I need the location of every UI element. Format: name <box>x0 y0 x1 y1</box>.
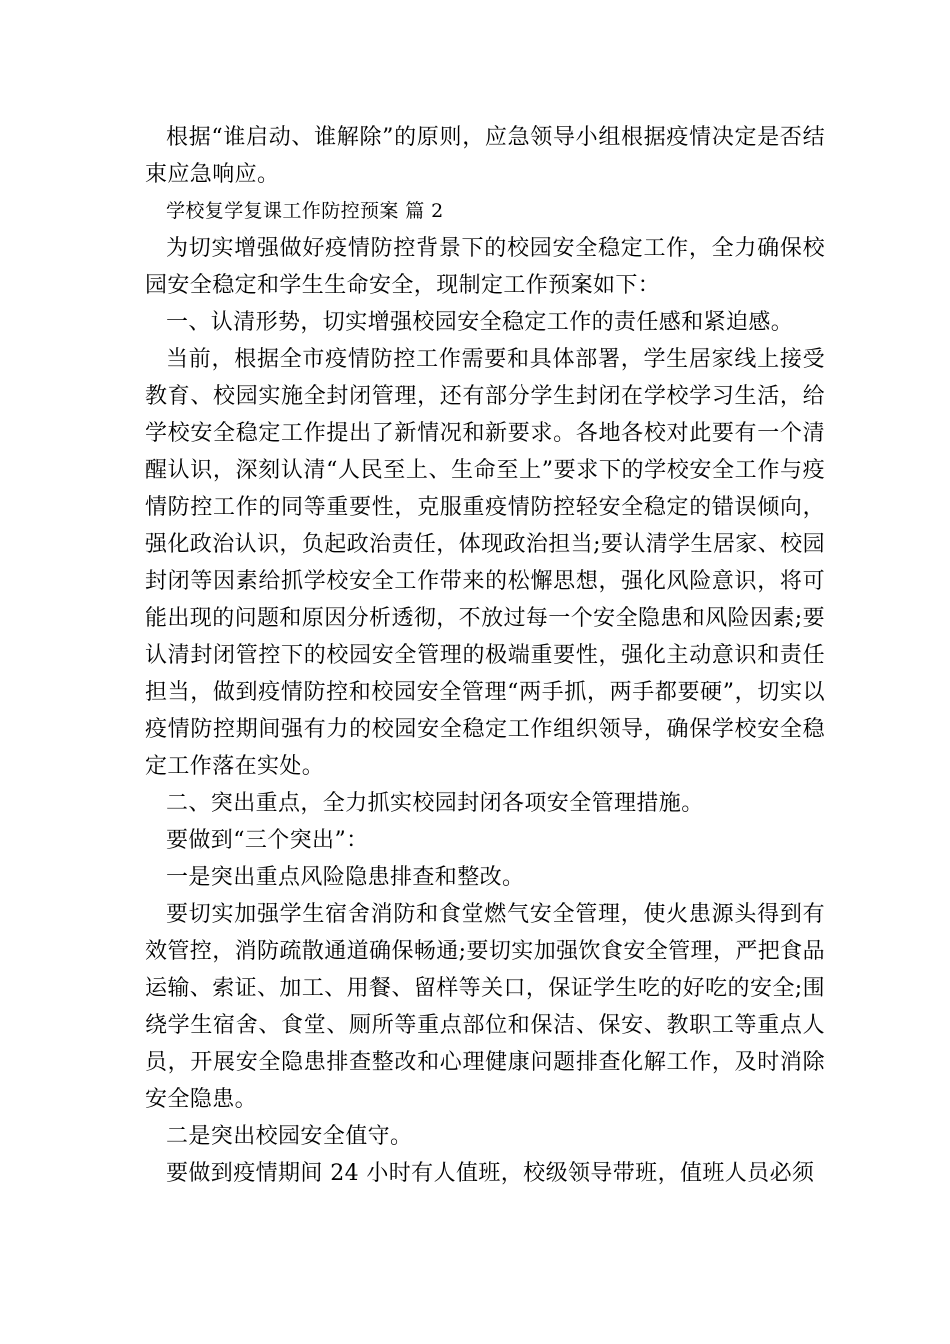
paragraph-risk-details: 要切实加强学生宿舍消防和食堂燃气安全管理，使火患源头得到有效管控，消防疏散通道确保畅通;要切实加强饮食安全管理，严把食品运输、索证、加工、用餐、留样等关口，保证学生吃的好吃的安全;围绕学生宿舍、食堂、厕所等重点部位和保洁、保安、教职工等重点人员，开展安全隐患排查整改和心理健康问题排查化解工作，及时消除安全隐患。 <box>145 902 825 1112</box>
section-title: 学校复学复课工作防控预案 篇 2 <box>166 200 444 222</box>
paragraph-closing-principle: 根据“谁启动、谁解除”的原则，应急领导小组根据疫情决定是否结束应急响应。 <box>145 125 825 187</box>
paragraph-intro: 为切实增强做好疫情防控背景下的校园安全稳定工作，全力确保校园安全稳定和学生生命安全，现制定工作预案如下： <box>145 236 825 298</box>
heading-one: 一、认清形势，切实增强校园安全稳定工作的责任感和紧迫感。 <box>166 310 794 335</box>
paragraph-duty-details: 要做到疫情期间 24 小时有人值班，校级领导带班，值班人员必须 <box>166 1161 815 1186</box>
heading-two: 二、突出重点，全力抓实校园封闭各项安全管理措施。 <box>166 791 704 816</box>
paragraph-three-focus: 要做到“三个突出”： <box>166 828 369 853</box>
subheading-duty: 二是突出校园安全值守。 <box>166 1124 413 1149</box>
subheading-risk-check: 一是突出重点风险隐患排查和整改。 <box>166 865 525 890</box>
document-body <box>145 119 825 1192</box>
paragraph-current-situation: 当前，根据全市疫情防控工作需要和具体部署，学生居家线上接受教育、校园实施全封闭管理，还有部分学生封闭在学校学习生活，给学校安全稳定工作提出了新情况和新要求。各地各校对此要有一个清醒认识，深刻认清“人民至上、生命至上”要求下的学校安全工作与疫情防控工作的同等重要性，克服重疫情防控轻安全稳定的错误倾向，强化政治认识，负起政治责任，体现政治担当;要认清学生居家、校园封闭等因素给抓学校安全工作带来的松懈思想，强化风险意识，将可能出现的问题和原因分析透彻，不放过每一个安全隐患和风险因素;要认清封闭管控下的校园安全管理的极端重要性，强化主动意识和责任担当，做到疫情防控和校园安全管理“两手抓，两手都要硬”，切实以疫情防控期间强有力的校园安全稳定工作组织领导，确保学校安全稳定工作落在实处。 <box>145 347 825 779</box>
